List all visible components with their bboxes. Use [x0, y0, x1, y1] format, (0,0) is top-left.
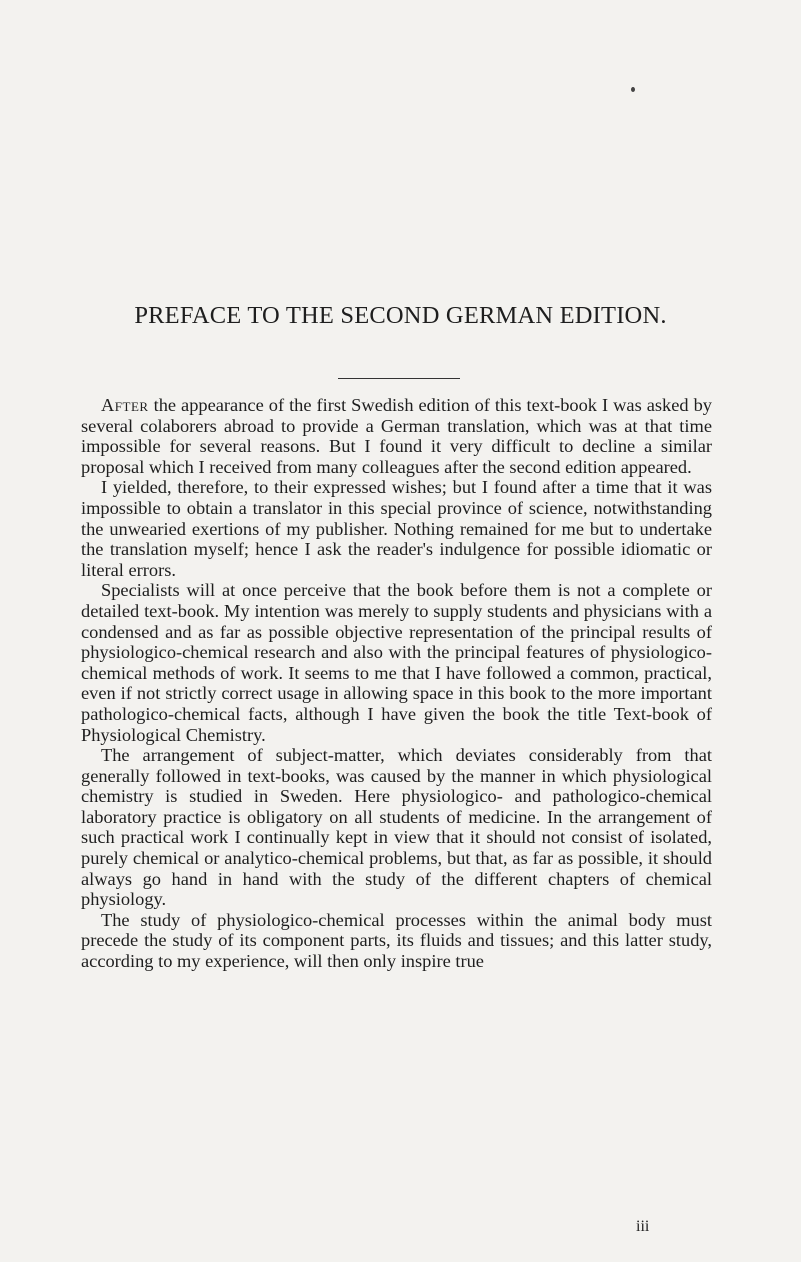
title-divider [338, 378, 460, 379]
ink-speck [631, 87, 635, 92]
paragraph-text: The study of physiologico-chemical processes within the animal body must precede the study of its component parts, its fluids and tissues; and this latter study, according to my experience, will then only inspire true [81, 909, 712, 972]
paragraph-text: the appearance of the first Swedish edition of this text-book I was asked by several colaborers abroad to provide a German translation, which was at that time impossible for several reasons. But I found it very difficult to decline a similar proposal which I received from many colleagues after the second edition appeared. [81, 395, 712, 477]
paragraph-2 [81, 477, 712, 580]
paragraph-text: I yielded, therefore, to their expressed wishes; but I found after a time that it was impossible to obtain a translator in this special province of science, notwithstanding the unwearied exertions of my publisher. Nothing remained for me but to undertake the translation myself; hence I ask the reader's indulgence for possible idiomatic or literal errors. [81, 477, 712, 580]
paragraph-5 [81, 910, 712, 972]
paragraph-text: Specialists will at once perceive that the book before them is not a complete or detailed text-book. My intention was merely to supply students and physicians with a condensed and as far as possible objective representation of the principal results of physiologico-chemical research and also with the principal features of physiologico-chemical methods of work. It seems to me that I have followed a common, practical, even if not strictly correct usage in allowing space in this book to the more important pathologico-chemical facts, although I have given the book the title Text-book of Physiological Chemistry. [81, 580, 712, 745]
paragraph-3 [81, 580, 712, 745]
paragraph-lead-word: After [101, 395, 149, 415]
page-number: iii [636, 1218, 650, 1235]
paragraph-1 [81, 395, 712, 477]
paragraph-4 [81, 745, 712, 910]
preface-body [81, 395, 712, 972]
page-title: PREFACE TO THE SECOND GERMAN EDITION. [134, 302, 667, 329]
paragraph-text: The arrangement of subject-matter, which deviates considerably from that generally followed in text-books, was caused by the manner in which physiological chemistry is studied in Sweden. Here physiologico- and pathologico-chemical laboratory practice is obligatory on all students of medicine. In the arrangement of such practical work I continually kept in view that it should not consist of isolated, purely chemical or analytico-chemical problems, but that, as far as possible, it should always go hand in hand with the study of the different chapters of chemical physiology. [81, 745, 712, 910]
